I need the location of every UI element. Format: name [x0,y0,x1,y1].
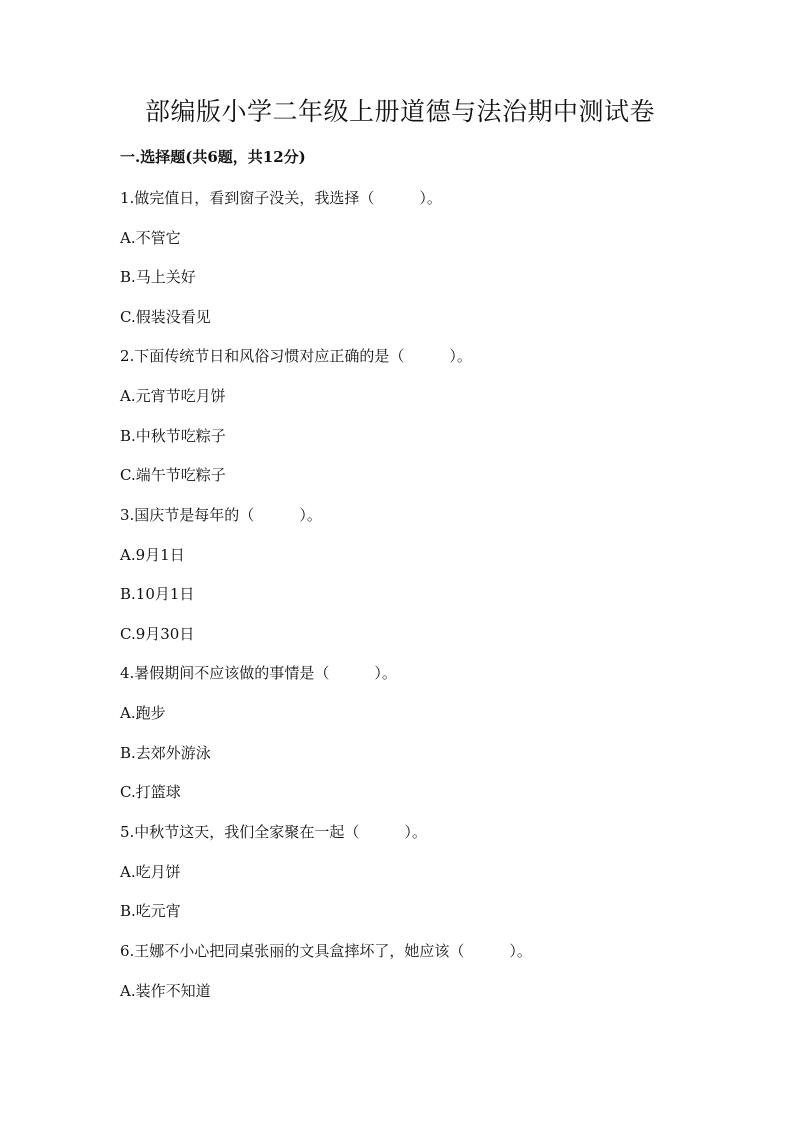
page-title: 部编版小学二年级上册道德与法治期中测试卷 [144,97,655,126]
answer-option: A.不管它 [120,229,181,247]
question-stem: 4.暑假期间不应该做的事情是（ ）。 [120,664,397,682]
question-stem: 6.王娜不小心把同桌张丽的文具盒摔坏了，她应该（ ）。 [120,942,532,960]
answer-option: C.打篮球 [120,783,181,801]
answer-option: B.去郊外游泳 [120,744,211,762]
answer-option: B.吃元宵 [120,902,181,920]
section-heading: 一.选择题(共6题，共12分) [120,148,306,166]
answer-option: B.马上关好 [120,268,196,286]
question-stem: 2.下面传统节日和风俗习惯对应正确的是（ ）。 [120,347,472,365]
answer-option: A.跑步 [120,704,166,722]
answer-option: A.9月1日 [120,546,185,564]
answer-option: B.中秋节吃粽子 [120,427,226,445]
answer-option: B.10月1日 [120,585,195,603]
answer-option: C.9月30日 [120,625,195,643]
question-stem: 3.国庆节是每年的（ ）。 [120,506,322,524]
answer-option: A.吃月饼 [120,863,181,881]
answer-option: A.装作不知道 [120,982,211,1000]
question-stem: 1.做完值日，看到窗子没关，我选择（ ）。 [120,189,442,207]
answer-option: C.假装没看见 [120,308,211,326]
answer-option: C.端午节吃粽子 [120,466,226,484]
answer-option: A.元宵节吃月饼 [120,387,226,405]
question-stem: 5.中秋节这天，我们全家聚在一起（ ）。 [120,823,427,841]
